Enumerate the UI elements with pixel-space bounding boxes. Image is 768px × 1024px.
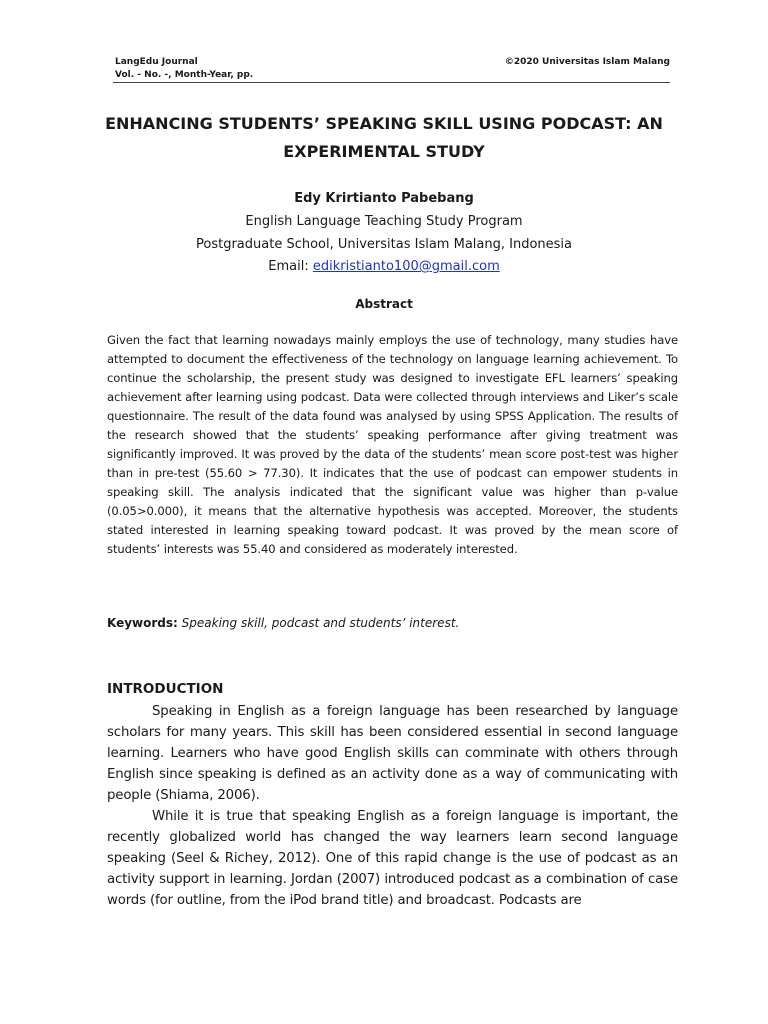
author-name: Edy Krirtianto Pabebang [294, 191, 474, 206]
journal-volume: Vol. - No. -, Month-Year, pp. [115, 70, 254, 80]
author-program: English Language Teaching Study Program [245, 214, 523, 229]
keywords-label: Keywords: [107, 616, 178, 630]
intro-paragraph-2: While it is true that speaking English as a foreign language is important, the recently globalized world has changed the way learners learn second language speaking (Seel & Richey, 2012). One of this rapid change is the use of podcast as an activity support in learning. Jordan (2007) introduced podcast as a combination of case words (for outline, from the iPod brand title) and broadcast. Podcasts are [107, 809, 678, 908]
intro-paragraph-1: Speaking in English as a foreign language has been researched by language scholars for many years. This skill has been considered essential in second language learning. Learners who have good English skills can comminate with others through English since speaking is defined as an activity done as a way of communicating with people (Shiama, 2006). [107, 704, 678, 803]
journal-name: LangEdu Journal [115, 57, 198, 67]
keywords [107, 616, 459, 630]
header-divider [113, 82, 670, 83]
abstract-heading: Abstract [355, 297, 413, 311]
author-email-line [100, 259, 668, 274]
title-line-2: EXPERIMENTAL STUDY [283, 142, 485, 161]
paper-title [100, 110, 668, 166]
abstract-text: Given the fact that learning nowadays mainly employs the use of technology, many studies have attempted to document the effectiveness of the technology on language learning achievement. To continue the scholarship, the present study was designed to investigate EFL learners’ speaking achievement after learning using podcast. Data were collected through interviews and Liker’s scale questionnaire. The result of the data found was analysed by using SPSS Application. The results of the research showed that the students’ speaking performance after giving treatment was significantly improved. It was proved by the data of the students’ mean score post-test was higher than in pre-test (55.60 > 77.30). It indicates that the use of podcast can empower students in speaking skill. The analysis indicated that the significant value was higher than p-value (0.05>0.000), it means that the alternative hypothesis was accepted. Moreover, the students stated interested in learning speaking toward podcast. It was proved by the mean score of students’ interests was 55.40 and considered as moderately interested. [107, 333, 678, 556]
keywords-text: Speaking skill, podcast and students’ interest. [181, 616, 460, 630]
email-label: Email: [268, 259, 313, 274]
introduction-heading: INTRODUCTION [107, 681, 224, 697]
introduction-body [107, 701, 678, 911]
copyright-notice: ©2020 Universitas Islam Malang [504, 57, 670, 67]
title-line-1: ENHANCING STUDENTS’ SPEAKING SKILL USING PODCAST: AN [105, 114, 663, 133]
email-link[interactable]: edikristianto100@gmail.com [312, 259, 500, 274]
author-institution: Postgraduate School, Universitas Islam Malang, Indonesia [196, 237, 572, 252]
